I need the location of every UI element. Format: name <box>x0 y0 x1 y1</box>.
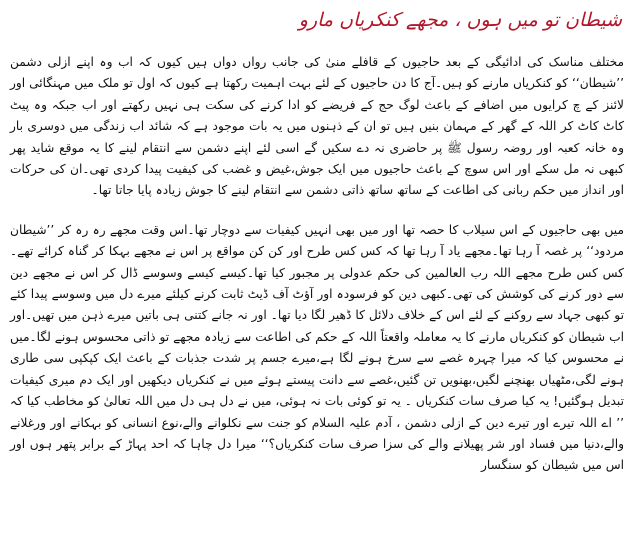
article-paragraph-2: میں بھی حاجیوں کے اس سیلاب کا حصہ تھا اور میں بھی انہیں کیفیات سے دوچار تھا۔اس وقت مجھے رہ رہ کر ’’شیطان مردود‘‘ پر غصہ آ رہا تھا۔مجھے یاد آ رہا تھا کہ کس کس طرح اور کن کن مواقع پر اس نے مجھے بہکا کر گناہ کرائے تھے۔کس کس طرح مجھے اللہ رب العالمین کی حکم عدولی پر مجبور کیا تھا۔کیسے کیسے وسوسے ڈال کر اس نے مجھے دین سے دور کرنے کی کوشش کی تھی۔کبھی دین کو فرسودہ اور آؤٹ آف ڈیٹ ثابت کرنے کیلئے میرے دل میں وسوسے پیدا کئے تو کبھی جہاد سے روکنے کے لئے اس کے خلاف دلائل کا ڈھیر لگا دیا تھا۔ اور نہ جانے کتنی ہی باتیں میرے ذہن میں تھیں۔اور اب شیطان کو کنکریاں مارنے کا یہ معاملہ واقعتاً اللہ کے حکم کی اطاعت سے زیادہ مجھے تو ذاتی محسوس ہونے لگا۔میں نے محسوس کیا کہ میرا چہرہ غصے سے سرخ ہونے لگا ہے،میرے جسم پر شدت جذبات کے باعث ایک کپکپی سی طاری ہونے لگی،مٹھیاں بھنچنے لگیں،بھنویں تن گئیں،غصے سے دانت پیستے ہوئے میں نے کنکریاں دیکھیں اور ایک دم میری کیفیات تبدیل ہوگئیں! یہ کیا صرف سات کنکریاں ۔ یہ تو کوئی بات نہ ہوئی، میں نے دل ہی دل میں اللہ تعالیٰ کو مخاطب کیا کہ ’’ اے اللہ تیرے اور تیرے دین کے ازلی دشمن ، آدم علیہ السلام کو جنت سے نکلوانے والے،نوع انسانی کو بہکانے اور ورغلانے والے،دنیا میں فساد اور شر پھیلانے والے کی سزا صرف سات کنکریاں؟‘‘ میرا دل چاہا کہ احد پہاڑ کے برابر پتھر ہوں اور اس میں شیطان کو سنگسار <box>10 222 624 473</box>
article-paragraph-1: مختلف مناسک کی ادائیگی کے بعد حاجیوں کے قافلے منیٰ کی جانب رواں دواں ہیں کیوں کہ اب وہ اپنے ازلی دشمن ’’شیطان‘‘ کو کنکریاں مارنے کو ہیں۔آج کا دن حاجیوں کے لئے بہت اہمیت رکھتا ہے کیوں کہ اول تو ملک میں مہنگائی اور لائنز کے چ کرایوں میں اضافے کے باعث لوگ حج کے فریضے کو ادا کرنے کی سکت ہی نہیں رکھتے اور اب جبکہ وہ پیٹ کاٹ کاٹ کر اللہ کے گھر کے مہمان بنیں ہیں تو ان کے ذہنوں میں یہ بات موجود ہے کہ شائد اب زندگی میں دوسری بار وہ خانہ کعبہ اور روضہ رسول ﷺ پر حاضری نہ دے سکیں گے اسی لئے اپنے دشمن سے انتقام لینے کا یہ موقع شاید پھر کبھی نہ مل سکے اور اس سوچ کے باعث حاجیوں میں ایک جوش،غیض و غضب کی کیفیت پیدا کردی تھی۔ان کی حرکات اور انداز میں حکم ربانی کی اطاعت کے ساتھ ساتھ ذاتی دشمن سے انتقام لینے کا جوش زیادہ پایا جاتا تھا۔ <box>10 55 624 198</box>
article-title: شیطان تو میں ہوں ، مجھے کنکریاں مارو <box>298 9 622 31</box>
